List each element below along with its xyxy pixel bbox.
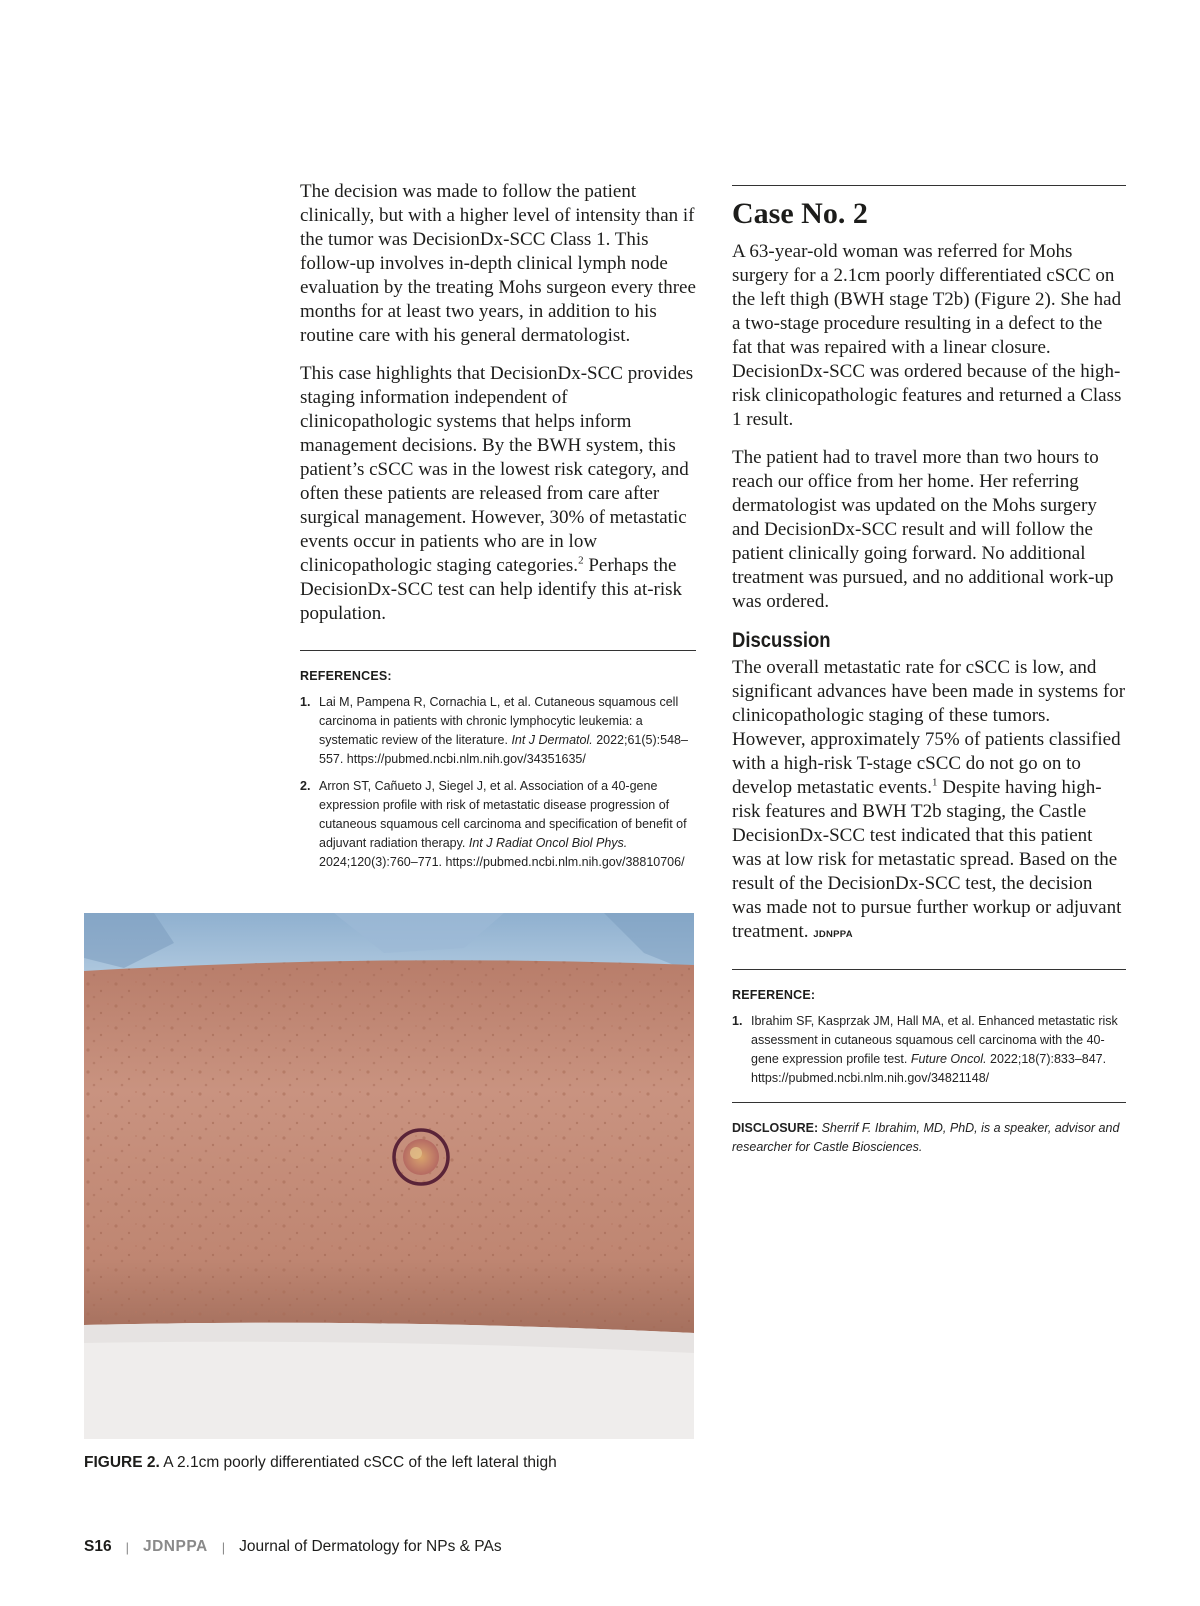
body-paragraph: A 63-year-old woman was referred for Mohs surgery for a 2.1cm poorly differentiated cSCC on the left thigh (BWH stage T2b) (Figure 2). She had a two-stage procedure resulting in a defect to the fat that was repaired with a linear closure. DecisionDx-SCC was ordered because of the high-risk clinicopathologic features and returned a Class 1 result. — [732, 241, 1122, 430]
paragraph-text: This case highlights that DecisionDx-SCC provides staging information independent of clinicopathologic systems that helps inform management decisions. By the BWH system, this patient’s cSCC was in the lowest risk category, and often these patients are released from care after surgical management. However, 30% of metastatic events occur in patients who are in low clinicopathologic staging categories. — [300, 363, 694, 576]
reference-text — [319, 777, 696, 872]
section-divider — [732, 185, 1126, 186]
thigh-lesion-image — [84, 913, 694, 1439]
right-column — [732, 185, 1126, 1157]
end-mark: JDNPPA — [813, 929, 853, 940]
reference-journal: Future Oncol. — [910, 1052, 987, 1066]
disclosure-label: DISCLOSURE: — [732, 1121, 819, 1135]
body-paragraph: The decision was made to follow the patient clinically, but with a higher level of intensity than if the tumor was DecisionDx-SCC Class 1. This follow-up involves in-depth clinical lymph node evaluation by the treating Mohs surgeon every three months for at least two years, in addition to his routine care with his general dermatologist. — [300, 181, 696, 346]
body-paragraph: The patient had to travel more than two hours to reach our office from her home. Her referring dermatologist was updated on the Mohs surgery and DecisionDx-SCC result and will follow the patient clinically going forward. No additional treatment was pursued, and no additional work-up was ordered. — [732, 447, 1114, 612]
reference-journal: Int J Radiat Oncol Biol Phys. — [468, 836, 628, 850]
discussion-heading: Discussion — [732, 629, 831, 652]
figure-caption — [84, 1454, 704, 1472]
reference-authors: Ibrahim SF, Kasprzak JM, Hall MA, et al. Enhanced metastatic risk assessment in cutaneous squamous cell carcinoma with the 40-gene expression profile test. — [751, 1014, 1118, 1066]
lesion — [403, 1139, 439, 1175]
paragraph-text: Despite having high-risk features and BWH T2b staging, the Castle DecisionDx-SCC test indicated that this patient was at low risk for metastatic spread. Based on the result of the DecisionDx-SCC test, the decision was made not to pursue further workup or adjuvant treatment. — [732, 777, 1122, 942]
page-footer — [84, 1538, 502, 1556]
disclosure-text: Sherrif F. Ibrahim, MD, PhD, is a speaker, advisor and researcher for Castle Biosciences. — [732, 1121, 1120, 1154]
section-divider — [732, 969, 1126, 970]
reference-item — [300, 777, 696, 872]
left-column — [300, 180, 696, 880]
body-paragraph — [300, 362, 696, 626]
references-list — [300, 693, 696, 872]
citation-superscript: 1 — [931, 776, 938, 789]
section-divider — [300, 650, 696, 651]
reference-number: 1. — [732, 1014, 743, 1028]
reference-authors: Arron ST, Cañueto J, Siegel J, et al. Association of a 40-gene expression profile with risk of metastatic disease progression of cutaneous squamous cell carcinoma and specification of benefit of adjuvant radiation therapy. — [319, 779, 687, 850]
reference-item — [732, 1012, 1126, 1088]
journal-name: Journal of Dermatology for NPs & PAs — [239, 1538, 502, 1555]
reference-citation: 2022;61(5):548–557. https://pubmed.ncbi.nlm.nih.gov/34351635/ — [319, 733, 688, 766]
citation-superscript: 2 — [578, 554, 584, 567]
figure-photo — [84, 913, 694, 1439]
footer-separator: | — [221, 1539, 226, 1555]
figure-caption-text: A 2.1cm poorly differentiated cSCC of the left lateral thigh — [159, 1454, 557, 1471]
reference-heading: REFERENCE: — [732, 988, 816, 1002]
footer-separator: | — [125, 1539, 129, 1555]
reference-item — [300, 693, 696, 769]
paragraph-text: The overall metastatic rate for cSCC is low, and significant advances have been made in systems for clinicopathologic staging of these tumors. However, approximately 75% of patients classified with a high-risk T-stage cSCC do not go on to develop metastatic events. — [732, 657, 1126, 798]
reference-citation: 2024;120(3):760–771. https://pubmed.ncbi.nlm.nih.gov/38810706/ — [319, 855, 685, 869]
section-divider — [732, 1102, 1126, 1103]
page-number: S16 — [84, 1538, 112, 1555]
reference-authors: Lai M, Pampena R, Cornachia L, et al. Cutaneous squamous cell carcinoma in patients with chronic lymphocytic leukemia: a systematic review of the literature. — [319, 695, 679, 747]
references-heading: REFERENCES: — [300, 669, 392, 683]
reference-number: 1. — [300, 695, 311, 709]
reference-citation: 2022;18(7):833–847. https://pubmed.ncbi.nlm.nih.gov/34821148/ — [751, 1052, 1107, 1085]
disclosure — [732, 1119, 1126, 1157]
magazine-logo: JDNPPA — [142, 1538, 208, 1555]
reference-number: 2. — [300, 779, 311, 793]
figure-label: FIGURE 2. — [84, 1454, 160, 1471]
reference-journal: Int J Dermatol. — [511, 733, 593, 747]
paragraph-text: Perhaps the DecisionDx-SCC test can help identify this at-risk population. — [300, 555, 683, 624]
discussion-paragraph — [732, 656, 1126, 947]
reference-text — [751, 1012, 1126, 1088]
reference-text — [319, 693, 696, 769]
case-title: Case No. 2 — [732, 197, 868, 230]
reference-list — [732, 1012, 1126, 1088]
